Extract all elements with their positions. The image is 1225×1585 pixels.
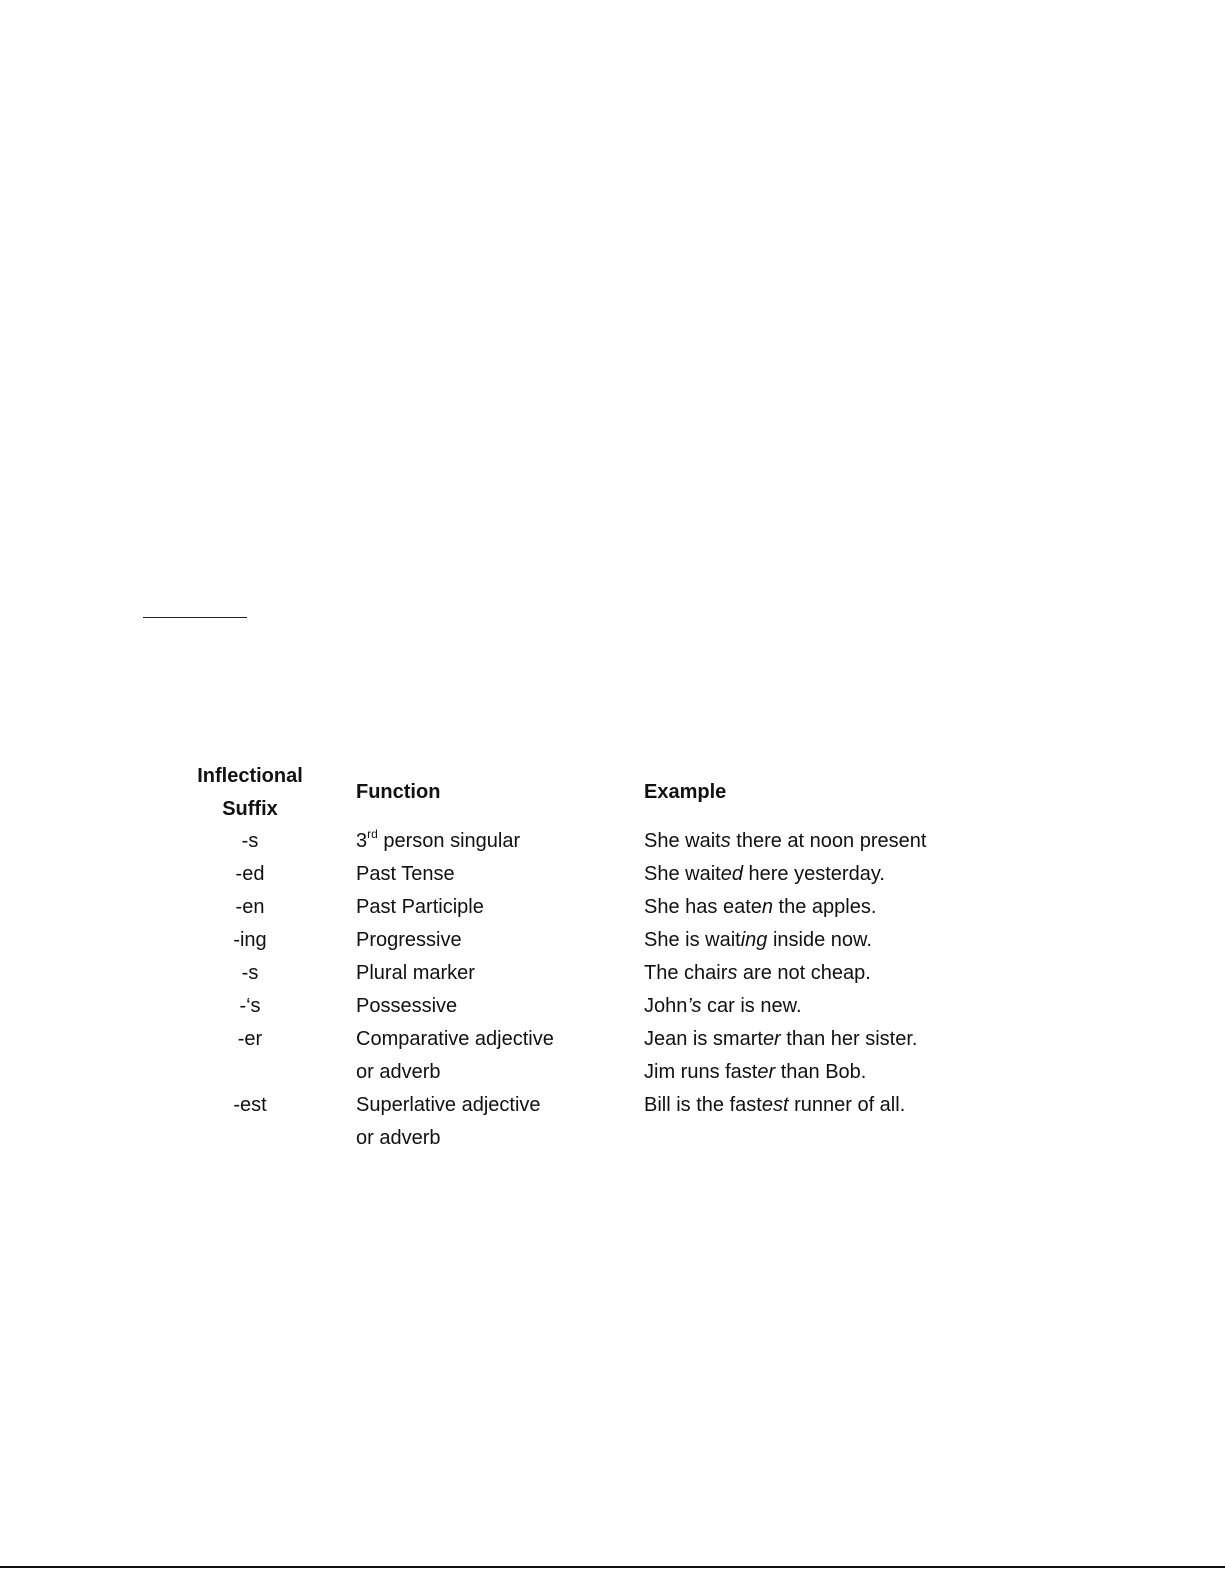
row-2-function: Past Tense: [356, 863, 455, 885]
row-2-example-post: here yesterday.: [742, 863, 885, 885]
row-8-function: [356, 1089, 541, 1155]
row-7-example2-suffix: er: [757, 1061, 776, 1083]
row-1-function: [356, 825, 520, 858]
row-7-example: [644, 1023, 917, 1089]
row-6-function: Possessive: [356, 995, 458, 1017]
header-suffix: [190, 760, 310, 826]
row-7-example1-pre: Jean is smart: [644, 1028, 763, 1050]
row-4-example-pre: She is wait: [644, 929, 741, 951]
row-7-function: [356, 1023, 554, 1089]
row-5-suffix: -s: [241, 962, 259, 984]
row-2-example: [644, 858, 885, 891]
row-7-example-line1: [644, 1023, 917, 1056]
row-5-example-pre: The chair: [644, 962, 728, 984]
row-6-example-pre: John: [644, 995, 688, 1017]
row-6-suffix: -‘s: [239, 995, 261, 1017]
row-8-suffix: -est: [233, 1094, 267, 1116]
row-1-example-suffix: s: [720, 830, 731, 852]
row-2-example-pre: She wait: [644, 863, 721, 885]
row-7-example1-suffix: er: [762, 1028, 781, 1050]
row-3-function: Past Participle: [356, 896, 484, 918]
row-3-example: [644, 891, 876, 924]
row-8-example-suffix: est: [761, 1094, 789, 1116]
row-4-function: Progressive: [356, 929, 462, 951]
row-8-example: [644, 1089, 905, 1122]
row-7-example1-post: than her sister.: [780, 1028, 918, 1050]
row-1-example-pre: She wait: [644, 830, 721, 852]
row-2-suffix: -ed: [235, 863, 265, 885]
row-6-example-post: car is new.: [701, 995, 802, 1017]
row-4-example-post: inside now.: [767, 929, 872, 951]
header-suffix-line1: Inflectional: [197, 765, 303, 787]
row-1-example: [644, 825, 926, 858]
row-7-example-line2: [644, 1056, 917, 1089]
row-4-example: [644, 924, 872, 957]
row-7-function-line1: Comparative adjective: [356, 1028, 554, 1050]
row-8-example-pre: Bill is the fast: [644, 1094, 762, 1116]
header-function: Function: [356, 781, 441, 803]
row-3-example-pre: She has eate: [644, 896, 762, 918]
header-example: Example: [644, 781, 727, 803]
row-8-example-post: runner of all.: [788, 1094, 906, 1116]
row-2-example-suffix: ed: [720, 863, 743, 885]
row-5-example-post: are not cheap.: [737, 962, 871, 984]
page-bottom-edge: [0, 1566, 1225, 1568]
row-5-example: [644, 957, 871, 990]
row-1-example-post: there at noon present: [730, 830, 927, 852]
row-8-function-line1: Superlative adjective: [356, 1094, 541, 1116]
row-7-function-line2: or adverb: [356, 1061, 441, 1083]
row-8-function-line2: or adverb: [356, 1127, 441, 1149]
row-7-suffix: -er: [237, 1028, 263, 1050]
row-4-example-suffix: ing: [740, 929, 768, 951]
row-4-suffix: -ing: [233, 929, 267, 951]
row-3-example-post: the apples.: [773, 896, 877, 918]
row-1-function-sup: rd: [367, 827, 378, 842]
row-6-example: [644, 990, 802, 1023]
row-1-suffix: -s: [241, 830, 259, 852]
row-1-function-num: 3: [356, 830, 368, 852]
row-5-example-suffix: s: [727, 962, 738, 984]
row-7-example2-pre: Jim runs fast: [644, 1061, 758, 1083]
row-5-function: Plural marker: [356, 962, 475, 984]
row-1-function-text: person singular: [377, 830, 521, 852]
row-3-example-suffix: n: [761, 896, 773, 918]
row-7-example2-post: than Bob.: [775, 1061, 867, 1083]
row-6-example-suffix: ’s: [687, 995, 702, 1017]
header-suffix-line2: Suffix: [222, 798, 278, 820]
row-3-suffix: -en: [235, 896, 265, 918]
